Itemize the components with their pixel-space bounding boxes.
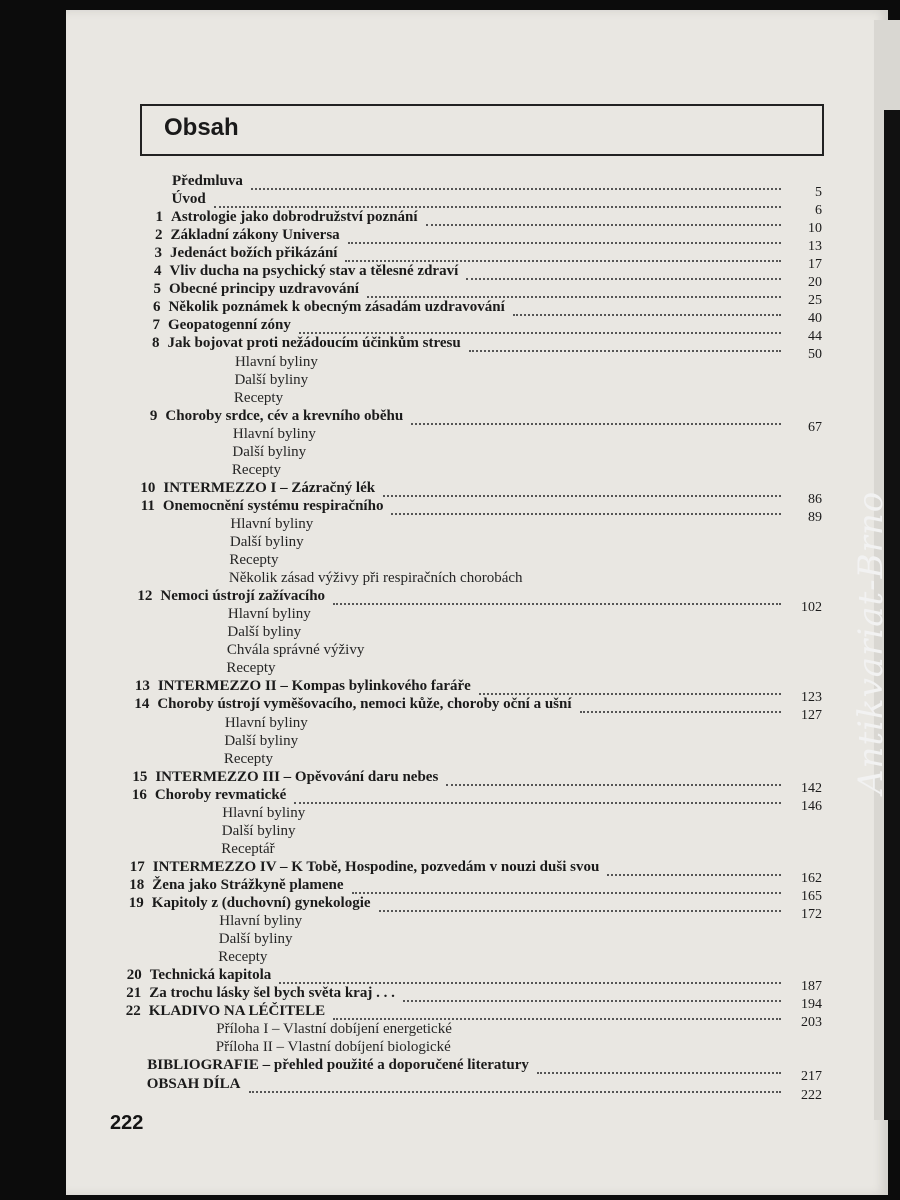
- contents-title: Obsah: [164, 114, 239, 141]
- toc-entry-title: KLADIVO NA LÉČITELE: [148, 1003, 326, 1020]
- toc-entry: [117, 984, 787, 1002]
- toc-leader-dots: [333, 1002, 781, 1020]
- toc-leader-dots: [367, 280, 781, 298]
- toc-leader-dots: [348, 226, 781, 244]
- toc-entry-title: Technická kapitola: [149, 967, 272, 984]
- toc-entry-title: Vliv ducha na psychický stav a tělesné zdraví: [169, 263, 459, 280]
- toc-entry-number: 12: [137, 588, 153, 605]
- toc-subentry: Recepty: [226, 660, 276, 677]
- toc-leader-dots: [580, 695, 781, 713]
- toc-entry-title: INTERMEZZO IV – K Tobě, Hospodine, pozvedám v nouzi duši svou: [152, 858, 600, 875]
- toc-page-number: 194: [801, 997, 822, 1013]
- toc-entry: [121, 858, 787, 876]
- toc-page-number: 146: [801, 798, 822, 814]
- toc-entry: [120, 894, 787, 912]
- toc-entry: [120, 876, 787, 894]
- toc-subentry: Další byliny: [221, 822, 296, 839]
- toc-page-number: 127: [801, 708, 822, 724]
- toc-entry-number: 3: [154, 245, 162, 262]
- toc-page-number: 50: [808, 347, 822, 363]
- toc-entry-title: Onemocnění systému respiračního: [162, 497, 384, 514]
- toc-leader-dots: [345, 244, 781, 262]
- toc-subentry: Další byliny: [218, 931, 293, 948]
- toc-entry-title: Předmluva: [172, 173, 243, 189]
- toc-entry-title: Choroby ústrojí vyměšovacího, nemoci kůže, choroby oční a ušní: [157, 696, 572, 713]
- toc-entry: [136, 316, 787, 334]
- toc-page-number: 222: [801, 1087, 822, 1103]
- toc-entry-number: 17: [129, 858, 145, 875]
- toc-entry-title: Jak bojovat proti nežádoucím účinkům stresu: [167, 335, 461, 352]
- toc-subentry: Hlavní byliny: [222, 804, 306, 821]
- toc-leader-dots: [466, 262, 781, 280]
- toc-subentry: Další byliny: [229, 534, 304, 550]
- toc-entry-title: Astrologie jako dobrodružství poznání: [170, 209, 418, 226]
- toc-entry: [131, 479, 787, 497]
- toc-entry-number: 6: [152, 299, 161, 316]
- toc-entry: [115, 1075, 787, 1093]
- toc-page-number: 6: [815, 203, 822, 219]
- toc-subentry: Recepty: [218, 949, 268, 966]
- toc-entry: [139, 190, 787, 208]
- toc-subentry: Hlavní byliny: [230, 515, 314, 532]
- toc-entry: [138, 244, 787, 262]
- toc-leader-dots: [249, 1075, 781, 1093]
- toc-subentry: Hlavní byliny: [227, 606, 311, 623]
- toc-page-number: 102: [801, 600, 822, 616]
- toc-page-number: 25: [808, 293, 822, 309]
- toc-leader-dots: [251, 172, 781, 190]
- toc-entry-title: INTERMEZZO I – Zázračný lék: [163, 479, 376, 496]
- toc-entry-number: 11: [140, 497, 155, 514]
- toc-entry: [139, 208, 787, 226]
- stamp-text: Antikvariat-Brno: [851, 490, 891, 794]
- toc-subentry: Recepty: [231, 461, 282, 478]
- toc-entry: [133, 407, 787, 425]
- toc-page-number: 5: [815, 185, 822, 200]
- toc-entry: [123, 768, 787, 786]
- toc-leader-dots: [299, 316, 781, 334]
- toc-entry-title: Nemoci ústrojí zažívacího: [160, 588, 326, 605]
- toc-entry-title: Geopatogenní zóny: [167, 317, 291, 334]
- toc-entry: [137, 280, 787, 298]
- toc-entry-title: Jedenáct božích přikázání: [169, 245, 338, 262]
- toc-entry-number: 15: [132, 768, 148, 785]
- toc-entry-title: Úvod: [171, 191, 206, 208]
- toc-entry-number: 1: [155, 209, 163, 226]
- toc-page-number: 123: [801, 690, 822, 706]
- toc-entry-number: 18: [129, 876, 145, 893]
- toc-leader-dots: [411, 407, 781, 425]
- toc-leader-dots: [214, 190, 781, 208]
- toc-entry-number: 16: [131, 786, 147, 803]
- toc-subentry: Další byliny: [232, 443, 307, 460]
- toc-entry-number: 10: [140, 479, 156, 496]
- toc-entry-number: 19: [128, 895, 144, 911]
- toc-entry-title: INTERMEZZO II – Kompas bylinkového faráře: [157, 678, 471, 695]
- toc-page-number: 217: [801, 1069, 822, 1085]
- toc-page-number: 203: [801, 1015, 822, 1031]
- toc-subentry: Další byliny: [227, 624, 302, 641]
- toc-subentry: Příloha II – Vlastní dobíjení biologické: [215, 1039, 451, 1056]
- toc-leader-dots: [391, 497, 781, 515]
- toc-entry: [125, 695, 787, 713]
- toc-entry: [118, 966, 787, 984]
- toc-entry-title: OBSAH DÍLA: [146, 1075, 241, 1092]
- toc-entry-number: 9: [149, 407, 158, 424]
- toc-subentry: Hlavní byliny: [232, 425, 316, 442]
- toc-entry: [138, 226, 787, 244]
- toc-subentry: Recepty: [233, 389, 284, 406]
- toc-entry: [115, 1056, 787, 1074]
- toc-entry-title: Kapitoly z (duchovní) gynekologie: [151, 895, 371, 911]
- toc-subentry: Hlavní byliny: [224, 714, 308, 731]
- toc-entry: [126, 677, 787, 695]
- page-folio: 222: [110, 1112, 144, 1134]
- toc-leader-dots: [479, 677, 781, 695]
- toc-page-number: 44: [808, 329, 822, 345]
- toc-entry-number: 20: [126, 967, 142, 984]
- toc-page-number: 13: [808, 239, 822, 255]
- toc-entry-title: INTERMEZZO III – Opěvování daru nebes: [155, 768, 439, 785]
- toc-leader-dots: [294, 786, 781, 804]
- toc-entry-number: 2: [154, 227, 163, 244]
- toc-entry-title: Choroby srdce, cév a krevního oběhu: [165, 407, 404, 424]
- toc-entry-number: 22: [125, 1003, 141, 1020]
- toc-leader-dots: [279, 966, 781, 984]
- toc-entry-title: Žena jako Strážkyně plamene: [152, 876, 344, 893]
- toc-subentry: Několik zásad výživy při respiračních chorobách: [228, 570, 523, 587]
- toc-entry: [123, 786, 787, 804]
- toc-subentry: Receptář: [221, 840, 275, 857]
- toc-page-number: 89: [808, 509, 822, 525]
- antikvariat-stamp: [803, 454, 891, 794]
- toc-entry-title: Obecné principy uzdravování: [168, 281, 359, 298]
- contents-header-box: [140, 104, 824, 156]
- toc-entry-number: 21: [126, 985, 142, 1002]
- toc-leader-dots: [383, 479, 781, 497]
- toc-leader-dots: [403, 984, 781, 1002]
- toc-entry-title: BIBLIOGRAFIE – přehled použité a doporučené literatury: [147, 1057, 529, 1074]
- toc-leader-dots: [607, 858, 781, 876]
- toc-subentry: Recepty: [223, 750, 273, 767]
- toc-subentry: Další byliny: [224, 732, 299, 749]
- toc-leader-dots: [469, 334, 781, 352]
- toc-page-number: 40: [808, 311, 822, 327]
- toc-subentry: Recepty: [229, 552, 279, 569]
- toc-entry: [128, 587, 787, 605]
- toc-entry: [137, 262, 787, 280]
- toc-leader-dots: [352, 876, 781, 894]
- toc-page-number: 162: [801, 870, 822, 886]
- toc-entry: [136, 298, 787, 316]
- toc-entry: [135, 334, 787, 352]
- toc-entry-number: 4: [153, 263, 162, 280]
- toc-entry: [131, 497, 787, 515]
- toc-page-number: 165: [801, 888, 822, 904]
- toc-subentry: Příloha I – Vlastní dobíjení energetické: [216, 1021, 452, 1038]
- toc-page-number: 20: [808, 275, 822, 291]
- toc-entry-number: 7: [152, 317, 160, 334]
- toc-entry: [140, 172, 787, 190]
- toc-subentry: Chvála správné výživy: [226, 642, 365, 659]
- toc-entry-number: 14: [134, 696, 150, 713]
- toc-subentry: Hlavní byliny: [219, 913, 303, 930]
- toc-leader-dots: [513, 298, 781, 316]
- toc-leader-dots: [537, 1056, 781, 1074]
- toc-page-number: 67: [808, 419, 822, 435]
- toc-entry-title: Za trochu lásky šel bych světa kraj . . .: [149, 985, 395, 1002]
- toc-entry-number: 5: [153, 281, 161, 298]
- toc-page-number: 172: [801, 907, 822, 922]
- toc-entry-title: Několik poznámek k obecným zásadám uzdravování: [168, 299, 505, 316]
- toc-page-number: 142: [801, 780, 822, 796]
- toc-page-number: 10: [808, 221, 822, 237]
- toc-subentry: Další byliny: [234, 371, 309, 388]
- toc-entry: [117, 1002, 787, 1020]
- toc-page-number: 17: [808, 257, 822, 273]
- toc-entry-title: Základní zákony Universa: [170, 227, 340, 244]
- toc-page-number: 187: [801, 979, 822, 995]
- toc-leader-dots: [333, 587, 781, 605]
- toc-entry-number: 8: [151, 335, 160, 352]
- toc-entry-number: 13: [134, 678, 150, 695]
- toc-entry-title: Choroby revmatické: [154, 786, 287, 803]
- toc-leader-dots: [379, 894, 781, 912]
- toc-page-number: 86: [808, 491, 822, 507]
- toc-leader-dots: [426, 208, 781, 226]
- toc-leader-dots: [446, 768, 781, 786]
- toc-subentry: Hlavní byliny: [234, 353, 318, 370]
